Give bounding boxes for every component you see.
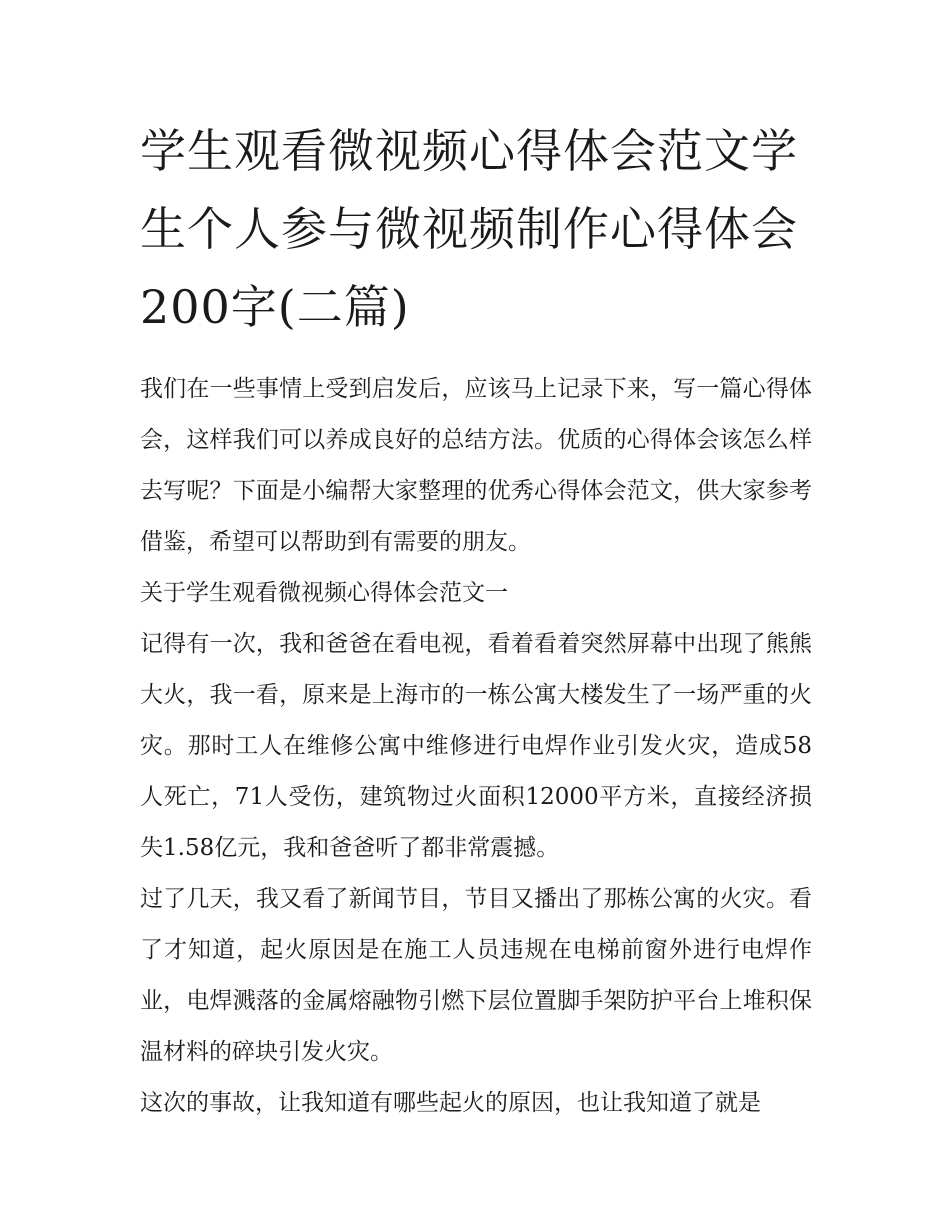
- intro-paragraph: 我们在一些事情上受到启发后，应该马上记录下来，写一篇心得体会，这样我们可以养成良好的总结方法。优质的心得体会该怎么样去写呢？下面是小编帮大家整理的优秀心得体会范文，供大家参考借鉴，希望可以帮助到有需要的朋友。: [140, 376, 812, 555]
- body-paragraph: 过了几天，我又看了新闻节目，节目又播出了那栋公寓的火灾。看了才知道，起火原因是在施工人员违规在电梯前窗外进行电焊作业，电焊溅落的金属熔融物引燃下层位置脚手架防护平台上堆积保温材料的碎块引发火灾。: [140, 886, 812, 1065]
- body-paragraph: 这次的事故，让我知道有哪些起火的原因，也让我知道了就是: [140, 1090, 761, 1116]
- section-heading: 关于学生观看微视频心得体会范文一: [140, 580, 508, 606]
- body-paragraph: 记得有一次，我和爸爸在看电视，看着看着突然屏幕中出现了熊熊大火，我一看，原来是上海市的一栋公寓大楼发生了一场严重的火灾。那时工人在维修公寓中维修进行电焊作业引发火灾，造成58人死亡，71人受伤，建筑物过火面积12000平方米，直接经济损失1.58亿元，我和爸爸听了都非常震撼。: [140, 631, 812, 861]
- document-title: 学生观看微视频心得体会范文学生个人参与微视频制作心得体会200字(二篇): [140, 124, 798, 334]
- document-body: [140, 364, 812, 1129]
- document-page: [140, 112, 812, 1129]
